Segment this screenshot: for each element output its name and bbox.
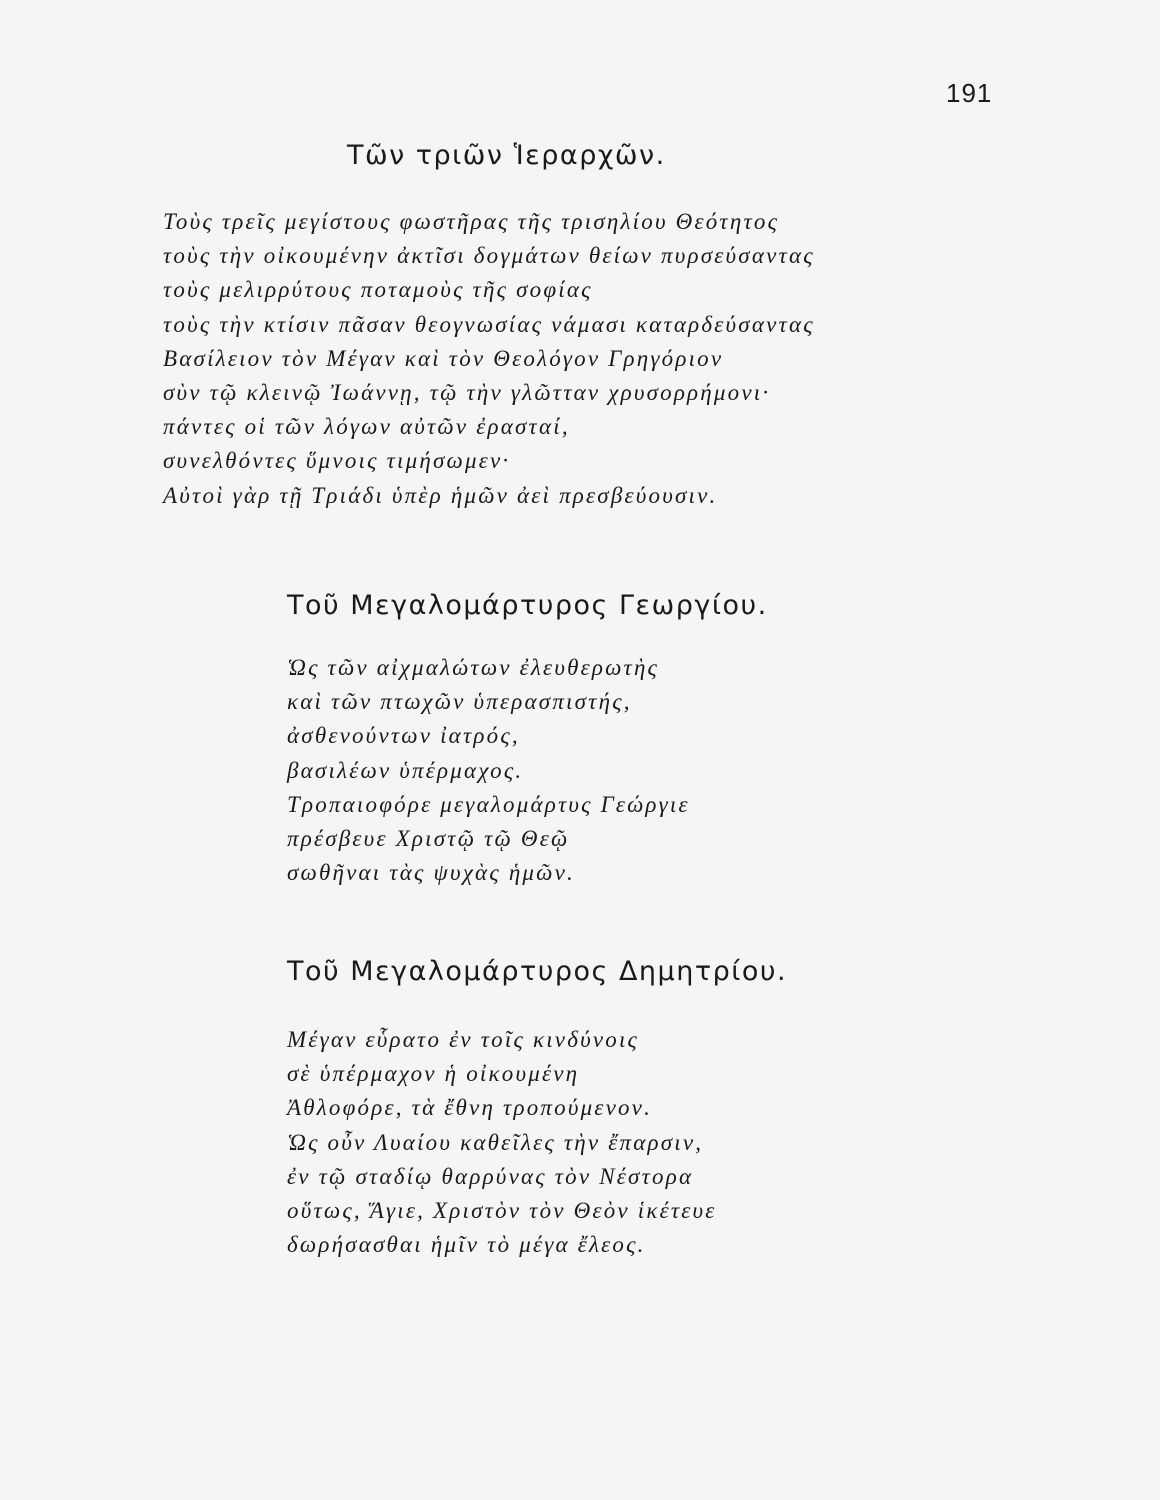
verse-line: συνελθόντες ὕμνοις τιμήσωμεν· [163,448,511,474]
verse-line: σὺν τῷ κλεινῷ Ἰωάννῃ, τῷ τὴν γλῶτταν χρυσορρήμονι· [163,380,771,406]
verse-line: σὲ ὑπέρμαχον ἡ οἰκουμένη [287,1061,580,1087]
verse-line: πρέσβευε Χριστῷ τῷ Θεῷ [287,826,570,852]
verse-line: δωρήσασθαι ἡμῖν τὸ μέγα ἔλεος. [287,1232,646,1258]
verse-line: βασιλέων ὑπέρμαχος. [287,757,524,783]
verse-line: Μέγαν εὗρατο ἐν τοῖς κινδύνοις [287,1027,640,1052]
verse-line: τοὺς τὴν οἰκουμένην ἀκτῖσι δογμάτων θείων πυρσεύσαντας [163,243,815,269]
verse-line: σωθῆναι τὰς ψυχὰς ἡμῶν. [287,860,575,886]
verse-line: καὶ τῶν πτωχῶν ὑπερασπιστής, [287,689,632,715]
page-number: 191 [946,78,993,108]
section-heading: Τοῦ Μεγαλομάρτυρος Δημητρίου. [287,956,788,987]
verse-block [163,205,815,513]
hymn-section-three-hierarchs [163,140,815,513]
hymn-section-george [287,590,768,890]
verse-line: πάντες οἱ τῶν λόγων αὐτῶν ἐρασταί, [163,414,570,440]
verse-line: Τοὺς τρεῖς μεγίστους φωστῆρας τῆς τρισηλίου Θεότητος [163,209,780,234]
verse-line: Ἀθλοφόρε, τὰ ἔθνη τροπούμενον. [287,1095,653,1121]
hymn-section-demetrios [287,956,787,1262]
verse-line: Ὡς τῶν αἰχμαλώτων ἐλευθερωτὴς [287,655,660,680]
verse-line: Αὐτοὶ γὰρ τῇ Τριάδι ὑπὲρ ἡμῶν ἀεὶ πρεσβεύουσιν. [163,482,718,508]
verse-line: ἐν τῷ σταδίῳ θαρρύνας τὸν Νέστορα [287,1163,694,1189]
section-heading: Τῶν τριῶν Ἱεραρχῶν. [347,140,666,171]
verse-line: τοὺς τὴν κτίσιν πᾶσαν θεογνωσίας νάμασι καταρδεύσαντας [163,311,815,337]
verse-line: ἀσθενούντων ἰατρός, [287,723,520,749]
verse-line: οὕτως, Ἅγιε, Χριστὸν τὸν Θεὸν ἱκέτευε [287,1198,717,1224]
verse-line: τοὺς μελιρρύτους ποταμοὺς τῆς σοφίας [163,277,593,303]
section-heading: Τοῦ Μεγαλομάρτυρος Γεωργίου. [287,590,768,621]
verse-block [287,651,768,890]
verse-line: Βασίλειον τὸν Μέγαν καὶ τὸν Θεολόγον Γρηγόριον [163,345,724,371]
verse-line: Ὡς οὖν Λυαίου καθεῖλες τὴν ἔπαρσιν, [287,1129,704,1155]
verse-line: Τροπαιοφόρε μεγαλομάρτυς Γεώργιε [287,791,690,817]
verse-block [287,1023,787,1262]
